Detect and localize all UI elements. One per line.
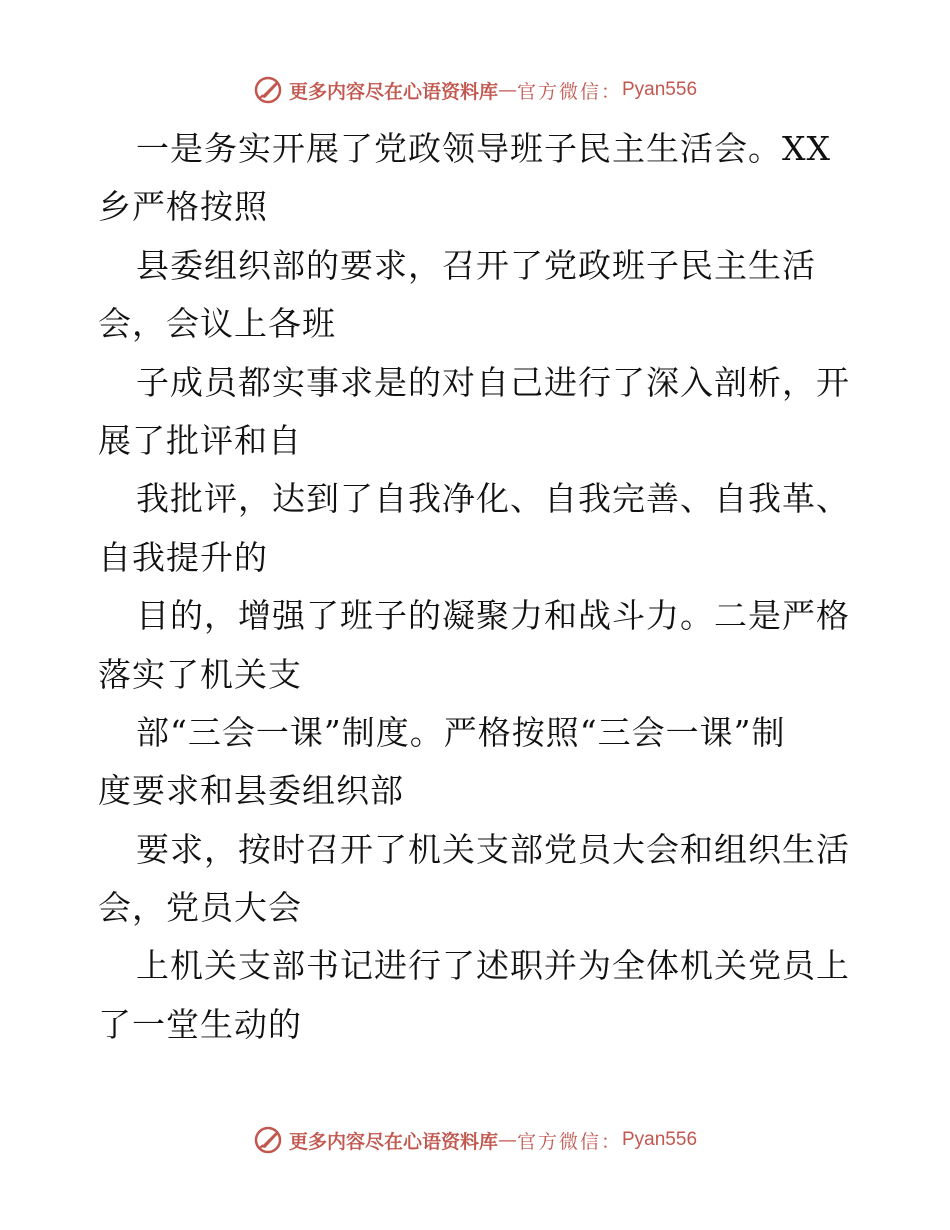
banner-wechat-label: 官方微信： [516,80,622,103]
body-line: 乡严格按照 [98,187,268,227]
body-line: 子成员都实事求是的对自己进行了深入剖析，开 [136,362,850,402]
feather-pen-circle-icon [253,1125,283,1155]
banner-dash: — [497,1129,517,1151]
body-line: 落实了机关支 [98,654,302,694]
banner-site-text: 更多内容尽在心语资料库 [288,80,498,103]
body-line: 要求，按时召开了机关支部党员大会和组织生活 [136,829,850,869]
banner-wechat-id: Pyan556 [622,79,698,100]
feather-pen-circle-icon [253,75,283,105]
header-banner [0,70,950,110]
body-line: 了一堂生动的 [98,1004,302,1044]
banner-site-text: 更多内容尽在心语资料库 [288,1130,498,1153]
body-line: 展了批评和自 [98,420,302,460]
body-line: 会，党员大会 [98,888,302,928]
body-line: 一是务实开展了党政领导班子民主生活会。XX [136,129,831,168]
body-line: 县委组织部的要求，召开了党政班子民主生活 [136,245,816,285]
banner-dash: — [497,79,517,101]
body-line: 目的，增强了班子的凝聚力和战斗力。二是严格 [136,596,850,636]
banner-wechat-id: Pyan556 [622,1129,698,1150]
body-line: 部“三会一课”制度。严格按照“三会一课”制 [136,712,786,752]
body-line: 自我提升的 [98,537,268,577]
document-body [98,120,858,1054]
footer-banner [0,1120,950,1160]
banner-wechat-label: 官方微信： [516,1130,622,1153]
body-line: 度要求和县委组织部 [98,771,404,811]
body-line: 我批评，达到了自我净化、自我完善、自我革、 [136,479,850,519]
body-line: 会，会议上各班 [98,304,336,344]
body-line: 上机关支部书记进行了述职并为全体机关党员上 [136,946,850,986]
